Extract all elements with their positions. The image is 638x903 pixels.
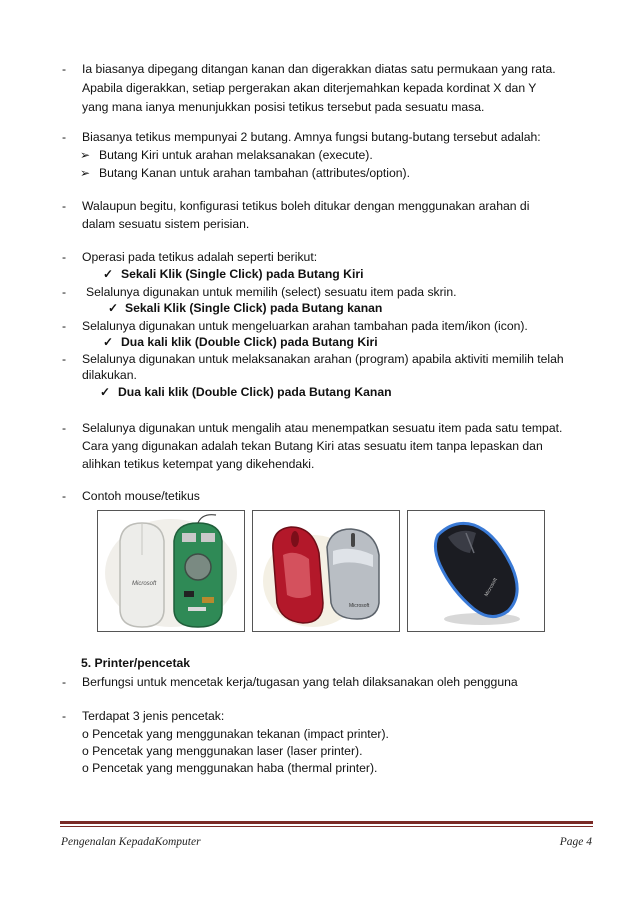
list-dash: - <box>62 352 67 366</box>
mouse-buttons-intro: Biasanya tetikus mempunyai 2 butang. Amnya fungsi butang-butang tersebut adalah: <box>82 130 541 144</box>
op3-desc-line-1: Selalunya digunakan untuk melaksanakan arahan (program) apabila aktiviti memilih telah <box>82 352 564 366</box>
microsoft-logo: Microsoft <box>349 603 370 609</box>
arrow-bullet-icon: ➢ <box>80 148 91 162</box>
list-dash: - <box>62 489 67 503</box>
list-dash: - <box>62 675 67 689</box>
footer-rule-thick <box>60 821 593 824</box>
op3-title: Dua kali klik (Double Click) pada Butang Kiri <box>121 335 378 349</box>
list-dash: - <box>62 62 67 76</box>
arrow-bullet-icon: ➢ <box>80 166 91 180</box>
op4-title: Dua kali klik (Double Click) pada Butang Kanan <box>118 385 392 399</box>
mouse-usage-line-3: yang mana ianya menunjukkan posisi tetikus tersebut pada sesuatu masa. <box>82 100 485 114</box>
op1-title: Sekali Klik (Single Click) pada Butang Kiri <box>121 267 364 281</box>
drag-line-2: Cara yang digunakan adalah tekan Butang Kiri atas sesuatu item tanpa lepaskan dan <box>82 439 543 453</box>
mouse-examples-label: Contoh mouse/tetikus <box>82 489 200 503</box>
op3-desc-line-2: dilakukan. <box>82 368 137 382</box>
printer-type-impact: o Pencetak yang menggunakan tekanan (impact printer). <box>82 727 389 741</box>
check-icon: ✓ <box>103 335 114 349</box>
footer-rule-thin <box>60 826 593 827</box>
list-dash: - <box>62 130 67 144</box>
op2-title: Sekali Klik (Single Click) pada Butang kanan <box>125 301 383 315</box>
op1-desc: Selalunya digunakan untuk memilih (select) sesuatu item pada skrin. <box>86 285 457 299</box>
mouse-photo-2 <box>252 510 400 632</box>
section-5-title: 5. Printer/pencetak <box>81 656 191 670</box>
two-mice-image <box>253 511 399 631</box>
drag-line-3: alihkan tetikus ketempat yang dikehendaki. <box>82 457 315 471</box>
printer-types-intro: Terdapat 3 jenis pencetak: <box>82 709 225 723</box>
list-dash: - <box>62 319 67 333</box>
black-mouse-image <box>408 511 544 631</box>
mouse-usage-line-2: Apabila digerakkan, setiap pergerakan akan diterjemahkan kepada kordinat X dan Y <box>82 81 537 95</box>
printer-function: Berfungsi untuk mencetak kerja/tugasan yang telah dilaksanakan oleh pengguna <box>82 675 518 689</box>
page-number: Page 4 <box>559 836 592 848</box>
config-line-1: Walaupun begitu, konfigurasi tetikus boleh ditukar dengan menggunakan arahan di <box>82 199 530 213</box>
open-mouse-image <box>98 511 244 631</box>
printer-type-laser: o Pencetak yang menggunakan laser (laser printer). <box>82 744 363 758</box>
mouse-usage-line-1: Ia biasanya dipegang ditangan kanan dan digerakkan diatas satu permukaan yang rata. <box>82 62 556 76</box>
list-dash: - <box>62 199 67 213</box>
left-button-item: Butang Kiri untuk arahan melaksanakan (execute). <box>99 148 373 162</box>
right-button-item: Butang Kanan untuk arahan tambahan (attributes/option). <box>99 166 410 180</box>
microsoft-logo: Microsoft <box>483 577 499 598</box>
check-icon: ✓ <box>100 385 111 399</box>
mouse-photo-3 <box>407 510 545 632</box>
printer-type-thermal: o Pencetak yang menggunakan haba (thermal printer). <box>82 761 378 775</box>
operations-intro: Operasi pada tetikus adalah seperti berikut: <box>82 250 318 264</box>
check-icon: ✓ <box>103 267 114 281</box>
footer-title: Pengenalan KepadaKomputer <box>61 836 201 848</box>
drag-line-1: Selalunya digunakan untuk mengalih atau menempatkan sesuatu item pada satu tempat. <box>82 421 563 435</box>
list-dash: - <box>62 709 67 723</box>
list-dash: - <box>62 285 67 299</box>
check-icon: ✓ <box>108 301 119 315</box>
config-line-2: dalam sesuatu sistem perisian. <box>82 217 250 231</box>
list-dash: - <box>62 421 67 435</box>
list-dash: - <box>62 250 67 264</box>
microsoft-logo: Microsoft <box>132 581 157 587</box>
op2-desc: Selalunya digunakan untuk mengeluarkan arahan tambahan pada item/ikon (icon). <box>82 319 528 333</box>
mouse-photo-1 <box>97 510 245 632</box>
